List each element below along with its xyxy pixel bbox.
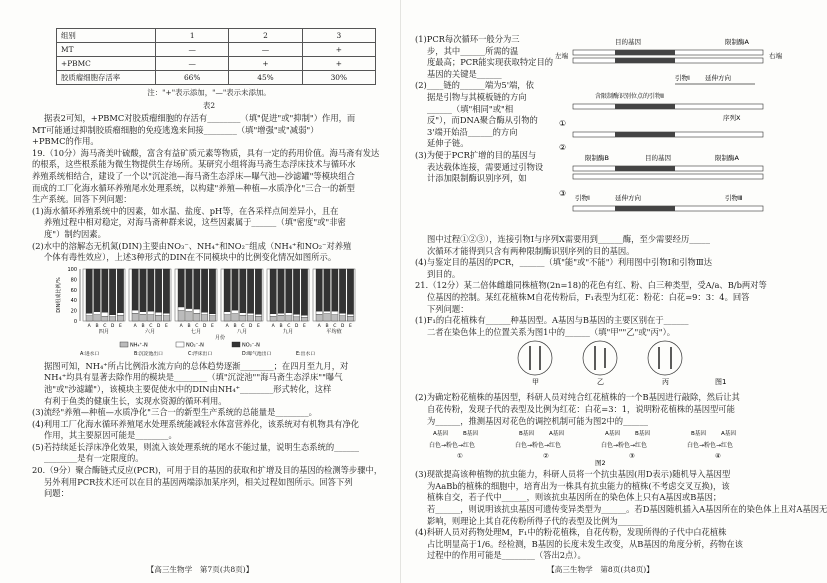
pathway-gene-a: B基因	[691, 431, 707, 438]
cell-bing	[648, 341, 682, 386]
bar-segment	[278, 313, 284, 315]
bar-segment	[339, 316, 345, 321]
x-category-label: A	[271, 323, 275, 329]
x-category-label: E	[118, 323, 122, 329]
table-row	[57, 57, 376, 71]
pathway-gene-b: A基因	[721, 431, 737, 438]
bar-segment	[278, 269, 284, 313]
target-gene-block-2	[615, 58, 675, 63]
x-category-label: E	[348, 323, 352, 329]
label-primer-3: 引物Ⅲ	[725, 194, 743, 202]
bar-segment	[247, 316, 253, 321]
legend-label: NH₄⁺-N	[130, 342, 148, 349]
dna-strand-step3b	[573, 174, 763, 179]
bar-segment	[224, 314, 230, 320]
bar-segment	[332, 311, 338, 315]
bar-segment	[186, 269, 192, 309]
bar-segment	[155, 312, 161, 315]
bar-segment	[232, 269, 238, 310]
cell-jia	[518, 341, 552, 386]
bar-segment	[117, 315, 123, 321]
bar-segment	[286, 312, 292, 315]
bar-segment	[347, 316, 353, 321]
pathway-flow: 白色→粉色→红色	[515, 442, 562, 450]
label-enzyme-a: 限制酶A	[725, 38, 749, 46]
y-tick-label: 100	[67, 266, 77, 273]
cell-label-bing: 丙	[662, 378, 669, 387]
pathway-flow: 白色→粉色→红色	[429, 442, 476, 450]
figure-1-chromosomes	[415, 338, 787, 388]
bar-segment	[255, 269, 261, 314]
bar-segment	[140, 314, 146, 321]
legend-label: NO₃⁻-N	[242, 342, 260, 349]
x-category-label: D	[202, 323, 207, 329]
table-cell: +	[302, 43, 375, 57]
label-left-end: 左端	[555, 52, 568, 60]
bar-segment	[293, 269, 299, 314]
bar-segment	[132, 310, 138, 313]
bar-segment	[301, 317, 307, 321]
bar-segment	[102, 312, 108, 316]
x-category-label: D	[156, 323, 161, 329]
table-row	[57, 43, 376, 57]
bar-segment	[117, 269, 123, 313]
label-primer-1b: 引物Ⅰ	[575, 194, 590, 202]
category-legend-item: D:曝气池出口	[242, 351, 272, 357]
bar-segment	[94, 269, 100, 312]
bar-segment	[247, 313, 253, 316]
bar-segment	[324, 311, 330, 314]
bar-segment	[293, 317, 299, 321]
label-enzyme-a-2: 限制酶A	[715, 154, 739, 162]
bar-segment	[109, 317, 115, 321]
x-category-label: B	[187, 323, 191, 329]
x-category-label: D	[340, 323, 345, 329]
pathway-number: ①	[457, 452, 463, 461]
cell-label-yi: 乙	[597, 378, 604, 387]
bar-segment	[163, 316, 169, 321]
category-legend-item: A:进水口	[80, 351, 100, 357]
pathway-flow: 白色→粉色→红色	[601, 442, 648, 450]
x-category-label: D	[110, 323, 115, 329]
y-tick-label: 80	[70, 277, 77, 284]
x-category-label: A	[87, 323, 91, 329]
legend-swatch	[120, 342, 128, 347]
label-primer-1: 引物Ⅰ	[675, 74, 690, 82]
x-category-label: E	[302, 323, 306, 329]
bar-segment	[240, 269, 246, 313]
left-page	[0, 0, 400, 583]
category-legend-item: E:出水口	[296, 351, 316, 357]
pathway-number: ②	[543, 452, 549, 461]
x-category-label: A	[179, 323, 183, 329]
bar-segment	[186, 311, 192, 320]
bar-segment	[102, 316, 108, 321]
label-extend-dir: 延伸方向	[705, 74, 731, 82]
x-category-label: D	[248, 323, 253, 329]
bar-segment	[86, 269, 92, 313]
bar-segment	[301, 315, 307, 317]
bar-segment	[86, 313, 92, 316]
category-legend-item: B:沉淀池出口	[134, 351, 163, 357]
pathway-gene-a: A基因	[433, 431, 449, 438]
x-category-label: C	[103, 323, 107, 329]
bar-segment	[240, 312, 246, 315]
page-footer-left: 【高三生物学 第7页(共8页)】	[146, 565, 254, 574]
target-gene-block-4	[615, 132, 675, 137]
bar-segment	[94, 314, 100, 320]
page-footer-right: 【高三生物学 第8页(共8页)】	[547, 565, 654, 574]
label-seq-x: 序列X	[723, 114, 741, 122]
bar-segment	[270, 313, 276, 316]
table-cell: 3	[302, 29, 375, 43]
bar-segment	[339, 313, 345, 316]
table-caption: 表2	[202, 101, 216, 110]
table-cell: 66%	[156, 71, 229, 85]
question-21: 21.（12分）某二倍体雌雄同株植物(2n=18)的花色有红、粉、白三种类型，受A/a、B/b两对等 位基因的控制。某红花植株M自花传粉后，F₁表型为红花：粉花：白花=9：3：4。回答 下列问题： (1)F₁的白花植株有______种基因型。A基因与B基因的主要区别在于______ 二者在染色体上的位置关系为图1中的______（填"甲""乙"或"丙"）。 甲 乙 丙 图1 (2)为确定粉花植株的基因型，科研人员对纯合红花植株的一个B基因进行敲除，然后让其 自花传粉，发现子代的表型及比例为红花：白花=3：1，说明粉花植株的基因型可能 为______，推测基因对花色的调控机制可能为图2中的______ A基因 B基因 白色→粉色→红色 ① B基因 A基因 白色→粉色→红色 ② A基因 B基因 白色→粉色→红色 ③ B基因 A基因 白色→粉色→红色 ④ 图2 (3)现欲提高该种植物的抗虫能力，科研人员将一个抗虫基因(用D表示)随机导入基因型 为AaBb的植株的细胞中，培育出为一株具有抗虫能力的植株(不考虑交叉互换)，该 植株自交，若子代中______，则该抗虫基因所在的染色体上只有A基因或B基因； 若______，则说明该抗虫基因可遗传变异类型为______。若D基因随机插入A基因所在的染色体上且对A基因无 影响，则理论上其自花传粉所得子代的表型及比例为______ (4)科研人员对药物处理M，F₁中的粉花植株，自花传粉，发现所得的子代中白花植株 占比明显高于1/6。经检测，B基因的长度未发生改变，从B基因的角度分析，药物在该 过程中的作用可能是________（答出2点）。	[415, 280, 827, 561]
bar-segment	[270, 269, 276, 314]
bar-segment	[194, 313, 200, 321]
bar-segment	[332, 269, 338, 311]
legend-label: NO₂⁻-N	[186, 342, 204, 349]
target-gene-block-5	[615, 166, 675, 171]
pathway-gene-b: B基因	[635, 431, 651, 438]
x-category-label: B	[325, 323, 329, 329]
bar-segment	[117, 312, 123, 315]
pcr-diagram	[555, 36, 791, 232]
bar-segment	[109, 269, 115, 315]
question-19: 19.（10分）海马斋美叶硫酸，富含有益矿质元素等物质，具有一定的药用价值。海马斋有发达 的根系，这些根系能为微生物提供生存场所。某研究小组将海马斋生态浮床技术与循环水 养殖系统相结合，建设了一个以"沉淀池—海马斋生态浮床—曝气池—沙滤罐"等模块组合 而成的工厂化海水循环养殖尾水处理系统，以构建"养殖—种植—水质净化"三合一的新型 生产系统。回答下列问题： (1)海水循环养殖系统中的因素，如水温、盐度、pH等，在各采样点间差异小，且在 养殖过程中相对稳定，对海马斋种群来说，这些因素属于______（填"密度"或"非密 度"）制约因素。 (2)水中的溶解态无机氮(DIN)主要由NO₃⁻、NH₄⁺和NO₂⁻组成（NH₄⁺和NO₂⁻对养殖 个体有毒性效应），上述3种形式的DIN在不同模块中的比例变化情况如图所示。 0 20 40 60 80 100 DIN组成比例/% A B C D E 四月 A B C D E 六月 A B C D E 七月 A B C D E 八月 A B C D E 九月 A B C D E 平均值 月份 NH₄⁺-N NO₂⁻-N NO₃⁻-N A:进水口 B:沉淀池出口 C:浮床出口 D:曝气池出口 E:出水口 据图可知，NH₄⁺所占比例沿水流方向的总体趋势逐渐________；在四月至九月，对 NH₄⁺均具有显著去除作用的模块是________（填"沉淀池""海马斋生态浮床""曝气 池"或"沙滤罐"），该模块主要促使水中的DIN由NH₄⁺________形式转化，这样 有利于鱼类的健康生长，实现水资源的循环利用。 (3)流经"养殖—种植—水质净化"三合一的新型生产系统的总能量是________。 (4)利用工厂化海水循环养殖尾水处理系统能减轻水体富营养化，该系统对有机物具有净化 作用，其主要原因可能是________。 (5)若持续延长浮床净化效果，则流入该处理系统的尾水不能过量，说明生态系统的______ ________是有一定限度的。	[32, 147, 380, 464]
bar-segment	[109, 314, 115, 316]
bar-segment	[347, 269, 353, 314]
bar-segment	[209, 269, 215, 314]
bar-segment	[232, 310, 238, 314]
bar-segment	[270, 316, 276, 321]
legend-swatch	[232, 342, 240, 347]
table-cell: +PBMC	[57, 57, 156, 71]
step-2: ②	[559, 143, 567, 152]
table-cell: —	[156, 43, 229, 57]
table-cell: +	[302, 57, 375, 71]
bar-segment	[209, 316, 215, 321]
bar-segment	[324, 269, 330, 311]
table-cell: —	[156, 57, 229, 71]
table-cell: +	[229, 57, 302, 71]
y-tick-label: 20	[70, 308, 77, 315]
bar-segment	[316, 269, 322, 311]
label-target-gene-2: 目的基因	[645, 154, 671, 162]
x-category-label: B	[95, 323, 99, 329]
x-category-label: C	[287, 323, 291, 329]
step-1: ①	[559, 119, 567, 128]
bar-segment	[163, 269, 169, 313]
cell-yi	[583, 341, 617, 386]
bar-segment	[201, 312, 207, 315]
x-axis-label: 月份	[214, 334, 226, 341]
table-header-row	[57, 29, 376, 43]
table-cell: MT	[57, 43, 156, 57]
bar-segment	[278, 315, 284, 321]
table-cell: —	[229, 43, 302, 57]
bar-segment	[316, 314, 322, 321]
x-category-label: C	[241, 323, 245, 329]
bar-segment	[347, 314, 353, 316]
bar-segment	[240, 315, 246, 321]
table-cell: 45%	[229, 71, 302, 85]
bar-segment	[86, 316, 92, 321]
y-tick-label: 0	[73, 318, 77, 325]
bar-segment	[132, 269, 138, 310]
pathway-number: ③	[629, 452, 635, 461]
bar-segment	[316, 311, 322, 314]
x-category-label: C	[333, 323, 337, 329]
bar-segment	[194, 269, 200, 309]
x-category-label: B	[279, 323, 283, 329]
bar-segment	[324, 313, 330, 320]
x-category-label: A	[317, 323, 321, 329]
bar-segment	[186, 308, 192, 311]
bar-segment	[286, 316, 292, 321]
step-3: ③	[559, 189, 567, 198]
table-cell: 胶质瘤细胞存活率	[57, 71, 156, 85]
label-primer-2: 含限制酶识别位点的引物Ⅱ	[595, 93, 664, 100]
x-category-label: A	[225, 323, 229, 329]
bar-segment	[339, 269, 345, 313]
bar-segment	[286, 269, 292, 313]
label-extend-dir-2: 延伸方向	[615, 194, 641, 202]
bar-segment	[148, 269, 154, 311]
x-group-label: 平均值	[326, 328, 342, 335]
table-cell: 1	[156, 29, 229, 43]
table-cell: 30%	[302, 71, 375, 85]
bar-segment	[163, 313, 169, 316]
label-enzyme-b: 限制酶B	[585, 154, 609, 162]
pathway-gene-b: B基因	[463, 431, 479, 438]
bar-segment	[155, 315, 161, 321]
x-category-label: A	[133, 323, 137, 329]
bar-segment	[178, 310, 184, 320]
bar-segment	[293, 314, 299, 317]
label-target-gene: 目的基因	[615, 38, 641, 46]
pathway-gene-b: A基因	[549, 431, 565, 438]
x-category-label: E	[210, 323, 214, 329]
x-category-label: E	[256, 323, 260, 329]
y-axis-label: DIN组成比例/%	[56, 276, 62, 313]
x-category-label: B	[233, 323, 237, 329]
cell-label-jia: 甲	[532, 378, 539, 387]
results-table	[56, 28, 376, 85]
label-right-end: 右端	[769, 52, 782, 60]
question-20-intro: 20.（9分）聚合酶链式反应(PCR)，可用于目的基因的获取和扩增及目的基因的检测等步骤中， 另外利用PCR技术还可以在目的基因两端添加某序列，相关过程如图所示。回答下列 问题：	[32, 465, 383, 499]
q20-upper: (1)PCR每次循环一般分为三 步，其中______所需的温 度最高；PCR能实现获取特定目的 基因的关键是______ (2)____链的______端为5'端，依 据是引物与其模板链的方向 ______（填"相同"或"相 反"），而DNA聚合酶从引物的 3'端开始沿______的方向 延伸子链。 (3)为便于PCR扩增的目的基因与 表达载体连接，需要通过引物设 计添加限制酶识别序列，如 目的基因 限制酶A 左端 右端 引物Ⅰ 延伸方向 含限制酶识别位点的引物Ⅱ ① 序列X ② 限制酶B 目的基因 限制酶A ③ 引物Ⅰ 延伸方向 引物Ⅲ	[415, 34, 786, 234]
table-cell: 2	[229, 29, 302, 43]
category-legend-item: C:浮床出口	[188, 351, 213, 357]
pathway-number: ④	[715, 452, 721, 461]
bar-segment	[132, 313, 138, 321]
bar-segment	[224, 269, 230, 312]
bar-segment	[201, 269, 207, 312]
bar-segment	[94, 311, 100, 314]
bar-segment	[178, 307, 184, 311]
bar-segment	[255, 316, 261, 321]
bar-segment	[178, 269, 184, 307]
x-category-label: B	[141, 323, 145, 329]
din-stacked-bar-chart	[54, 265, 354, 361]
bar-segment	[140, 269, 146, 312]
bar-segment	[232, 313, 238, 320]
target-gene-block-6	[615, 206, 675, 211]
bar-segment	[301, 269, 307, 315]
bar-segment	[148, 314, 154, 320]
bar-segment	[201, 314, 207, 320]
bar-segment	[224, 311, 230, 314]
x-category-label: C	[149, 323, 153, 329]
bar-segment	[155, 269, 161, 312]
bar-segment	[140, 311, 146, 314]
x-group-label: 七月	[190, 328, 202, 335]
x-group-label: 九月	[282, 328, 294, 335]
bar-segment	[332, 314, 338, 320]
x-category-label: D	[294, 323, 299, 329]
bar-segment	[255, 314, 261, 316]
table-cell: 组别	[57, 29, 156, 43]
table-row	[57, 71, 376, 85]
x-group-label: 八月	[236, 328, 248, 335]
bar-segment	[247, 269, 253, 313]
x-group-label: 四月	[98, 328, 110, 335]
table-note: 注："+"表示添加，"—"表示未添加。	[147, 88, 271, 97]
target-gene-block-3	[615, 104, 675, 109]
y-tick-label: 40	[70, 297, 77, 304]
bar-segment	[148, 311, 154, 315]
x-category-label: C	[195, 323, 199, 329]
figure-1-caption: 图1	[715, 378, 727, 387]
figure-2-caption: 图2	[595, 459, 606, 468]
target-gene-block	[615, 50, 675, 55]
x-group-label: 六月	[144, 328, 156, 335]
q18-tail: 据表2可知，+PBMC对胶质瘤细胞的存活有________（填"促进"或"抑制"）作用，而 MT可能通过抑制胶质瘤细胞的免疫逃逸来间接________（填"增强"或"减弱"） +PBMC的作用。	[32, 113, 356, 147]
bar-segment	[209, 313, 215, 315]
bar-segment	[194, 309, 200, 313]
y-tick-label: 60	[70, 287, 77, 294]
legend-swatch	[176, 342, 184, 347]
bar-segment	[102, 269, 108, 312]
pathway-gene-a: A基因	[605, 431, 621, 438]
pathway-gene-a: B基因	[519, 431, 535, 438]
x-category-label: E	[164, 323, 168, 329]
pathway-flow: 白色→粉色→红色	[687, 442, 734, 450]
right-page: (1)PCR每次循环一般分为三 步，其中______所需的温 度最高；PCR能实现获取特定目的 基因的关键是______ (2)____链的______端为5'端，依 据是引物与其模板链的方向 ______（填"相同"或"相 反"），而DNA聚合酶从引物的 3'端开始沿______的方向 延伸子链。 (3)为便于PCR扩增的目的基因与 表达载体连接，需要通过引物设 计添加限制酶识别序列，如 目的基因 限制酶A 左端 右端 引物Ⅰ 延伸方向 含限制酶识别位点的引物Ⅱ ① 序列X ② 限制酶B 目的基因 限制酶A ③ 引物Ⅰ 延伸方向 引物Ⅲ 图中过程①②③），连接引物Ⅰ与序列X需要用到______酶，至少需要经历_____ 次循环才能得到只含有两种限制酶识别序列的目的基因。 (4)与鉴定目的基因的PCR，______（填"能"或"不能"）利用图中引物Ⅰ和引物Ⅲ达 到目的。 21.（12分）某二倍体雌雄同株植物(2n=18)的花色有红、粉、白三种类型，受A/a、B/b两对等 位基因的控制。某红花植株M自花传粉后，F₁表型为红花：粉花：白花=9：3：4。回答 下列问题： (1)F₁的白花植株有______种基因型。A基因与B基因的主要区别在于______ 二者在染色体上的位置关系为图1中的______（填"甲""乙"或"丙"）。 甲 乙 丙 图1 (2)为确定粉花植株的基因型，科研人员对纯合红花植株的一个B基因进行敲除，然后让其 自花传粉，发现子代的表型及比例为红花：白花=3：1，说明粉花植株的基因型可能 为______，推测基因对花色的调控机制可能为图2中的______ A基因 B基因 白色→粉色→红色 ① B基因 A基因 白色→粉色→红色 ② A基因 B基因 白色→粉色→红色 ③ B基因 A基因 白色→粉色→红色 ④ 图2 (3)现欲提高该种植物的抗虫能力，科研人员将一个抗虫基因(用D表示)随机导入基因型 为AaBb的植株的细胞中，培育出为一株具有抗虫能力的植株(不考虑交叉互换)，该 植株自交，若子代中______，则该抗虫基因所在的染色体上只有A基因或B基因； 若______，则说明该抗虫基因可遗传变异类型为______。若D基因随机插入A基因所在的染色体上且对A基因无 影响，则理论上其自花传粉所得子代的表型及比例为______ (4)科研人员对药物处理M，F₁中的粉花植株，自花传粉，发现所得的子代中白花植株 占比明显高于1/6。经检测，B基因的长度未发生改变，从B基因的角度分析，药物在该 过程中的作用可能是________（答出2点）。 【高三生物学 第8页(共8页)】	[400, 0, 800, 583]
figure-2-pathways	[415, 427, 787, 468]
